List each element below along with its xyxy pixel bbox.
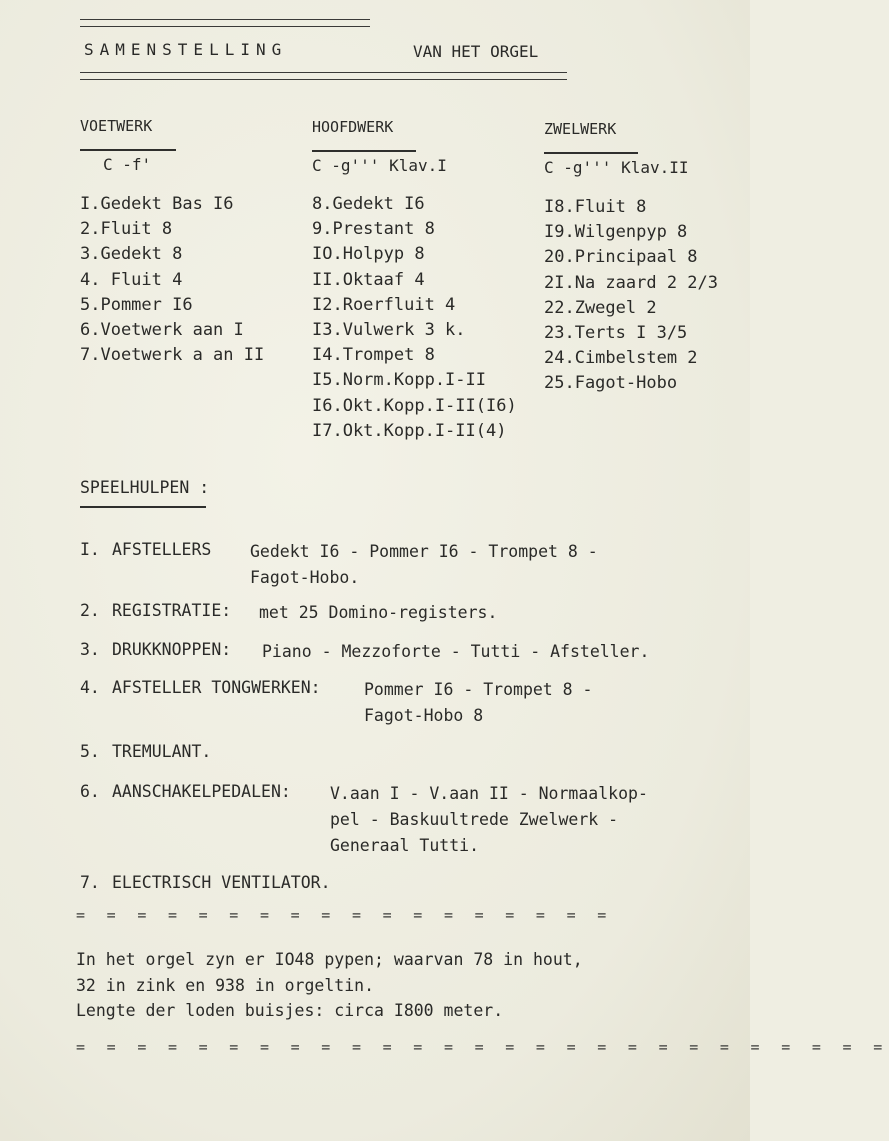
page-title-suffix: VAN HET ORGEL	[413, 42, 539, 61]
column-underline	[544, 152, 638, 154]
stop-item: I3.Vulwerk 3 k.	[312, 320, 466, 341]
column-range: C -g''' Klav.II	[544, 158, 689, 177]
column-underline	[312, 150, 416, 152]
dash-rule-long: = = = = = = = = = = = = = = = = = = = = = = = = = = =	[76, 1038, 889, 1056]
column-heading-hoofdwerk: HOOFDWERK	[312, 118, 394, 136]
stop-item: I9.Wilgenpyp 8	[544, 222, 688, 243]
aid-number: 7.	[80, 873, 100, 892]
section-heading-speelhulpen: SPEELHULPEN :	[80, 478, 210, 497]
stop-item: 22.Zwegel 2	[544, 297, 657, 318]
aid-label: ELECTRISCH VENTILATOR.	[112, 873, 331, 892]
stop-item: 25.Fagot-Hobo	[544, 373, 678, 394]
stop-item: 20.Principaal 8	[544, 247, 698, 268]
aid-label: REGISTRATIE:	[112, 601, 232, 620]
stop-item: 6.Voetwerk aan I	[80, 320, 244, 341]
aid-text: V.aan I - V.aan II - Normaalkop-	[330, 784, 648, 803]
footer-line: In het orgel zyn er IO48 pypen; waarvan 78 in hout,	[76, 950, 583, 969]
aid-number: I.	[80, 540, 100, 559]
aid-text: Generaal Tutti.	[330, 836, 480, 855]
column-heading-zwelwerk: ZWELWERK	[544, 120, 617, 138]
stop-item: 5.Pommer I6	[80, 294, 193, 315]
stop-item: 23.Terts I 3/5	[544, 323, 688, 344]
footer-line: Lengte der loden buisjes: circa I800 meter.	[76, 1001, 504, 1020]
stop-item: I6.Okt.Kopp.I-II(I6)	[312, 395, 517, 416]
stop-item: 9.Prestant 8	[312, 219, 435, 240]
stop-item: I2.Roerfluit 4	[312, 294, 456, 315]
footer-line: 32 in zink en 938 in orgeltin.	[76, 976, 375, 995]
stop-item: 4. Fluit 4	[80, 269, 183, 290]
stop-item: 3.Gedekt 8	[80, 244, 183, 265]
stop-item: I.Gedekt Bas I6	[80, 194, 234, 214]
double-rule-top	[80, 19, 370, 27]
stop-list-hoofdwerk	[312, 192, 517, 444]
stop-item: I4.Trompet 8	[312, 345, 435, 366]
aid-text: pel - Baskuultrede Zwelwerk -	[330, 810, 619, 829]
aid-number: 4.	[80, 678, 100, 697]
aid-label: DRUKKNOPPEN:	[112, 640, 232, 659]
stop-list-zwelwerk	[544, 195, 718, 397]
column-range: C -f'	[103, 155, 152, 174]
stop-item: I7.Okt.Kopp.I-II(4)	[312, 420, 507, 441]
aid-number: 5.	[80, 742, 100, 761]
aid-text: Piano - Mezzoforte - Tutti - Afsteller.	[262, 642, 650, 661]
double-rule-header	[80, 72, 567, 80]
aid-label: AFSTELLERS	[112, 540, 212, 559]
stop-item: IO.Holpyp 8	[312, 244, 425, 265]
stop-item: I8.Fluit 8	[544, 197, 647, 217]
stop-item: I5.Norm.Kopp.I-II	[312, 370, 486, 391]
stop-item: 2I.Na zaard 2 2/3	[544, 272, 718, 293]
dash-rule-short: = = = = = = = = = = = = = = = = = =	[76, 906, 613, 924]
aid-label: TREMULANT.	[112, 742, 212, 761]
aid-number: 6.	[80, 782, 100, 801]
aid-text: Fagot-Hobo 8	[364, 706, 484, 725]
aid-text: Fagot-Hobo.	[250, 568, 360, 587]
section-underline	[80, 506, 206, 508]
aid-text: Gedekt I6 - Pommer I6 - Trompet 8 -	[250, 542, 598, 561]
aid-text: Pommer I6 - Trompet 8 -	[364, 680, 593, 699]
column-underline	[80, 149, 176, 151]
stop-item: 7.Voetwerk a an II	[80, 345, 265, 366]
stop-list-voetwerk	[80, 192, 264, 368]
aid-number: 3.	[80, 640, 100, 659]
aid-label: AANSCHAKELPEDALEN:	[112, 782, 291, 801]
aid-label: AFSTELLER TONGWERKEN:	[112, 678, 321, 697]
stop-item: 2.Fluit 8	[80, 219, 173, 240]
column-heading-voetwerk: VOETWERK	[80, 117, 153, 135]
stop-item: 24.Cimbelstem 2	[544, 348, 698, 369]
stop-item: II.Oktaaf 4	[312, 269, 425, 290]
stop-item: 8.Gedekt I6	[312, 194, 425, 214]
aid-text: met 25 Domino-registers.	[259, 603, 498, 622]
column-range: C -g''' Klav.I	[312, 156, 447, 175]
aid-number: 2.	[80, 601, 100, 620]
page-title: SAMENSTELLING	[84, 40, 288, 59]
